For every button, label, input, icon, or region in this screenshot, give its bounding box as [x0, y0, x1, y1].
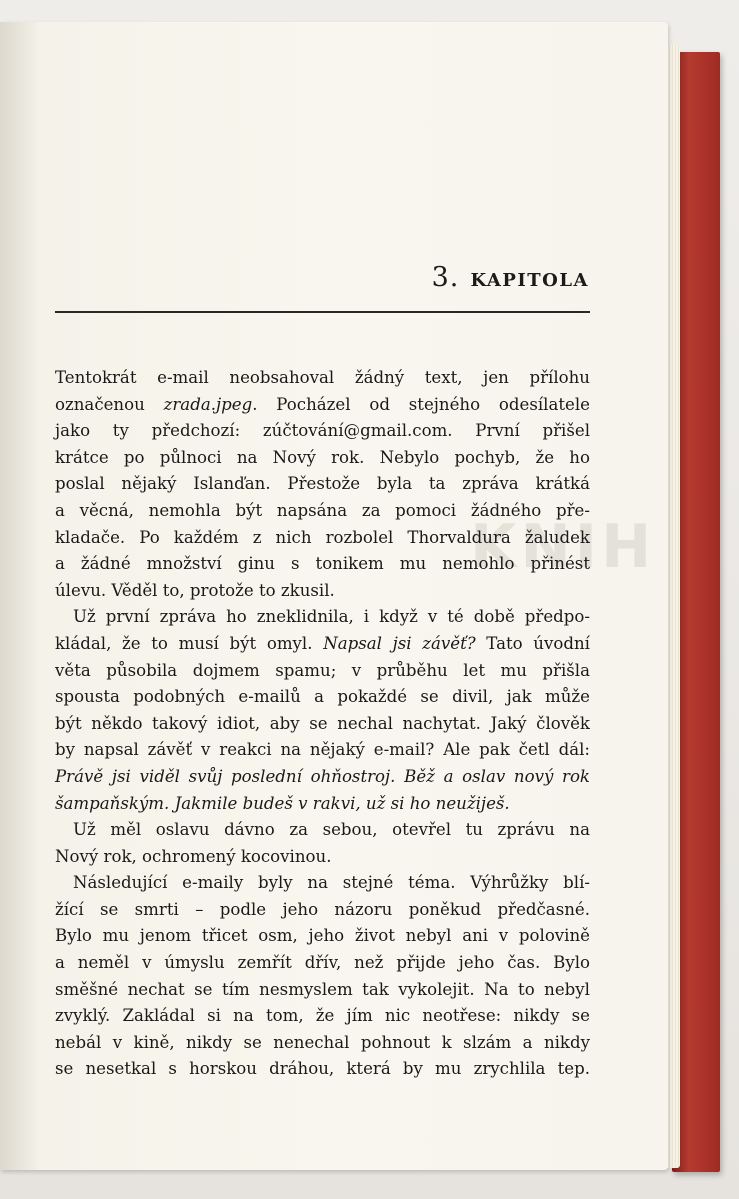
- text-line: [55, 578, 590, 605]
- text-span: Nový rok, ochromený kocovinou.: [55, 846, 332, 866]
- text-span: poslal nějaký Islanďan. Přestože byla ta zpráva krátká: [55, 474, 590, 494]
- text-line: [55, 977, 590, 1004]
- text-span: Následující e-maily byly na stejné téma. Výhrůžky blí-: [73, 873, 590, 893]
- text-span: jako ty předchozí: zúčtování@gmail.com. První přišel: [55, 421, 590, 441]
- text-span: směšné nechat se tím nesmyslem tak vykolejit. Na to nebyl: [55, 979, 590, 999]
- chapter-heading: [432, 262, 589, 293]
- text-line: [55, 684, 590, 711]
- text-span: zvyklý. Zakládal si na tom, že jím nic neotřese: nikdy se: [55, 1006, 590, 1026]
- italic-text: zrada.jpeg: [163, 394, 253, 414]
- text-span: kladače. Po každém z nich rozbolel Thorvaldura žaludek: [55, 527, 590, 547]
- text-line: [55, 817, 590, 844]
- chapter-number: 3.: [431, 262, 460, 293]
- text-span: Tato úvodní: [475, 633, 590, 653]
- italic-text: šampaňským. Jakmile budeš v rakvi, už si ho neužiješ.: [55, 793, 510, 813]
- text-line: [55, 631, 590, 658]
- text-span: označenou: [55, 394, 164, 414]
- text-line: [55, 1003, 590, 1030]
- text-span: by napsal závěť v reakci na nějaký e-mail? Ale pak četl dál:: [55, 740, 590, 760]
- text-line: [55, 498, 590, 525]
- text-line: [55, 525, 590, 552]
- text-line: [55, 445, 590, 472]
- text-line: [55, 897, 590, 924]
- text-span: krátce po půlnoci na Nový rok. Nebylo pochyb, že ho: [55, 447, 590, 467]
- text-span: Už první zpráva ho zneklidnila, i když v té době předpo-: [73, 607, 590, 627]
- text-span: a věcná, nemohla být napsána za pomoci žádného pře-: [55, 500, 590, 520]
- text-line: [55, 392, 590, 419]
- text-line: [55, 791, 590, 818]
- text-line: [55, 418, 590, 445]
- italic-text: Právě jsi viděl svůj poslední ohňostroj. Běž a oslav nový rok: [55, 766, 590, 786]
- body-text: [55, 365, 590, 1083]
- text-span: a žádné množství ginu s tonikem mu nemohlo přinést: [55, 554, 590, 574]
- text-span: a neměl v úmyslu zemřít dřív, než přijde jeho čas. Bylo: [55, 953, 590, 973]
- text-line: [55, 471, 590, 498]
- text-line: [55, 737, 590, 764]
- text-span: se nesetkal s horskou dráhou, která by mu zrychlila tep.: [55, 1059, 590, 1079]
- text-line: [55, 1030, 590, 1057]
- text-line: [55, 1056, 590, 1083]
- text-span: být někdo takový idiot, aby se nechal nachytat. Jaký člověk: [55, 713, 590, 733]
- text-line: [55, 844, 590, 871]
- text-line: [55, 604, 590, 631]
- text-span: nebál v kině, nikdy se nenechal pohnout k slzám a nikdy: [55, 1032, 590, 1052]
- text-span: věta působila dojmem spamu; v průběhu let mu přišla: [55, 660, 590, 680]
- text-line: [55, 950, 590, 977]
- text-span: úlevu. Věděl to, protože to zkusil.: [55, 580, 335, 600]
- chapter-title: KAPITOLA: [470, 270, 589, 291]
- watermark: KNIH: [470, 512, 656, 582]
- text-line: [55, 870, 590, 897]
- chapter-divider: [55, 311, 590, 313]
- text-line: [55, 764, 590, 791]
- text-line: [55, 658, 590, 685]
- text-span: Už měl oslavu dávno za sebou, otevřel tu zprávu na: [73, 820, 590, 840]
- text-line: [55, 365, 590, 392]
- text-line: [55, 551, 590, 578]
- text-span: kládal, že to musí být omyl.: [55, 633, 324, 653]
- italic-text: Napsal jsi závěť?: [323, 633, 476, 653]
- text-span: žící se smrti – podle jeho názoru poněkud předčasné.: [55, 899, 590, 919]
- text-line: [55, 923, 590, 950]
- text-line: [55, 711, 590, 738]
- text-span: Bylo mu jenom třicet osm, jeho život nebyl ani v polovině: [55, 926, 590, 946]
- text-span: Tentokrát e-mail neobsahoval žádný text, jen přílohu: [55, 368, 590, 387]
- text-span: spousta podobných e-mailů a pokaždé se divil, jak může: [55, 687, 590, 707]
- text-span: . Pocházel od stejného odesílatele: [252, 394, 590, 414]
